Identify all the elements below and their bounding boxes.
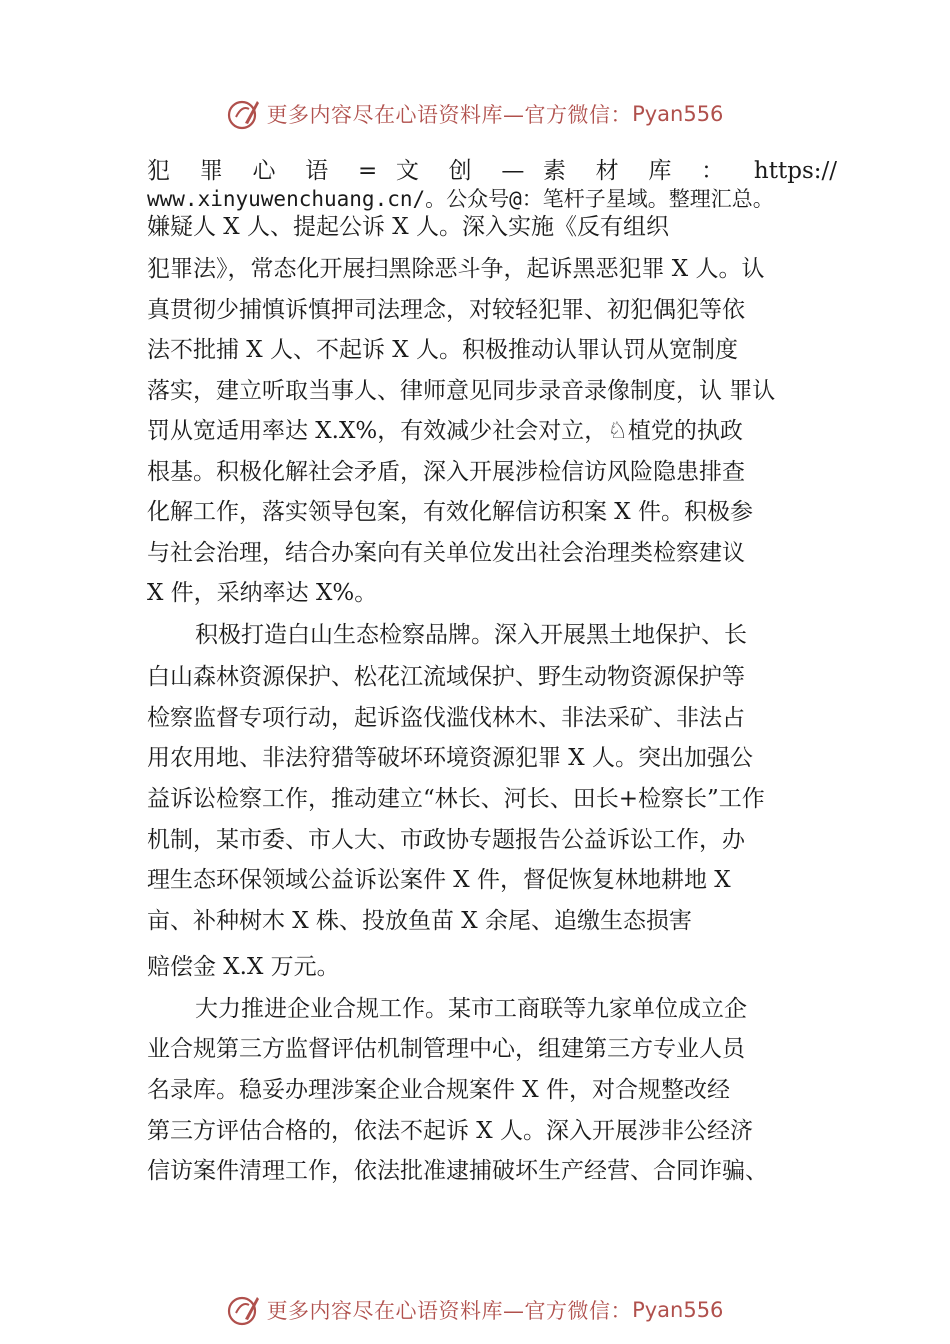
body-line: 信访案件清理工作，依法批准逮捕破坏生产经营、合同诈骗、: [147, 1158, 768, 1184]
body-line: 业合规第三方监督评估机制管理中心，组建第三方专业人员: [147, 1036, 745, 1062]
body-line: 亩、补种树木 X 株、投放鱼苗 X 余尾、追缴生态损害: [147, 908, 692, 934]
paragraph-first-line: 积极打造白山生态检察品牌。深入开展黑土地保护、长: [195, 622, 747, 648]
body-line: 名录库。稳妥办理涉案企业合规案件 X 件，对合规整改经: [147, 1077, 730, 1103]
body-line: 白山森林资源保护、松花江流域保护、野生动物资源保护等: [147, 664, 745, 690]
body-line: 机制，某市委、市人大、市政协专题报告公益诉讼工作，办: [147, 827, 745, 853]
pen-logo-icon: [227, 1293, 261, 1327]
body-line: 赔偿金 X.X 万元。: [147, 954, 340, 980]
body-line: 犯罪法》，常态化开展扫黑除恶斗争，起诉黑恶犯罪 X 人。认: [147, 256, 765, 282]
header-banner: [0, 94, 950, 134]
body-line: 罚从宽适用率达 X.X%，有效减少社会对立，♘植党的执政: [147, 418, 743, 444]
paragraph-first-line: 大力推进企业合规工作。某市工商联等九家单位成立企: [195, 996, 747, 1022]
footer-banner-text: 更多内容尽在心语资料库—官方微信：: [266, 1299, 633, 1323]
body-line: www.xinyuwenchuang.cn/。公众号@：笔杆子星域。整理汇总。: [147, 187, 774, 211]
header-banner-text: 更多内容尽在心语资料库—官方微信：: [266, 103, 633, 127]
body-line: 落实，建立听取当事人、律师意见同步录音录像制度，认 罪认: [147, 378, 776, 404]
header-wechat-id: Pyan556: [632, 102, 724, 126]
body-line: X 件，采纳率达 X%。: [147, 580, 378, 606]
body-line: 真贯彻少捕慎诉慎押司法理念，对较轻犯罪、初犯偶犯等依: [147, 297, 745, 323]
body-line: 益诉讼检察工作，推动建立“林长、河长、田长+检察长”工作: [147, 786, 765, 812]
footer-banner: [0, 1290, 950, 1330]
body-line: 第三方评估合格的，依法不起诉 X 人。深入开展涉非公经济: [147, 1118, 753, 1144]
body-line: 检察监督专项行动，起诉盗伐滥伐林木、非法采矿、非法占: [147, 705, 745, 731]
body-line: 化解工作，落实领导包案，有效化解信访积案 X 件。积极参: [147, 499, 753, 525]
body-line: 用农用地、非法狩猎等破坏环境资源犯罪 X 人。突出加强公: [147, 745, 753, 771]
body-line: 与社会治理，结合办案向有关单位发出社会治理类检察建议: [147, 540, 745, 566]
body-line: 犯 罪 心 语 = 文 创 — 素 材 库 ： https://: [147, 158, 837, 184]
body-line: 理生态环保领域公益诉讼案件 X 件，督促恢复林地耕地 X: [147, 867, 731, 893]
body-line: 根基。积极化解社会矛盾，深入开展涉检信访风险隐患排查: [147, 459, 745, 485]
pen-logo-icon: [227, 97, 261, 131]
footer-wechat-id: Pyan556: [632, 1298, 724, 1322]
body-line: 法不批捕 X 人、不起诉 X 人。积极推动认罪认罚从宽制度: [147, 337, 738, 363]
body-line: 嫌疑人 X 人、提起公诉 X 人。深入实施《反有组织: [147, 214, 669, 240]
